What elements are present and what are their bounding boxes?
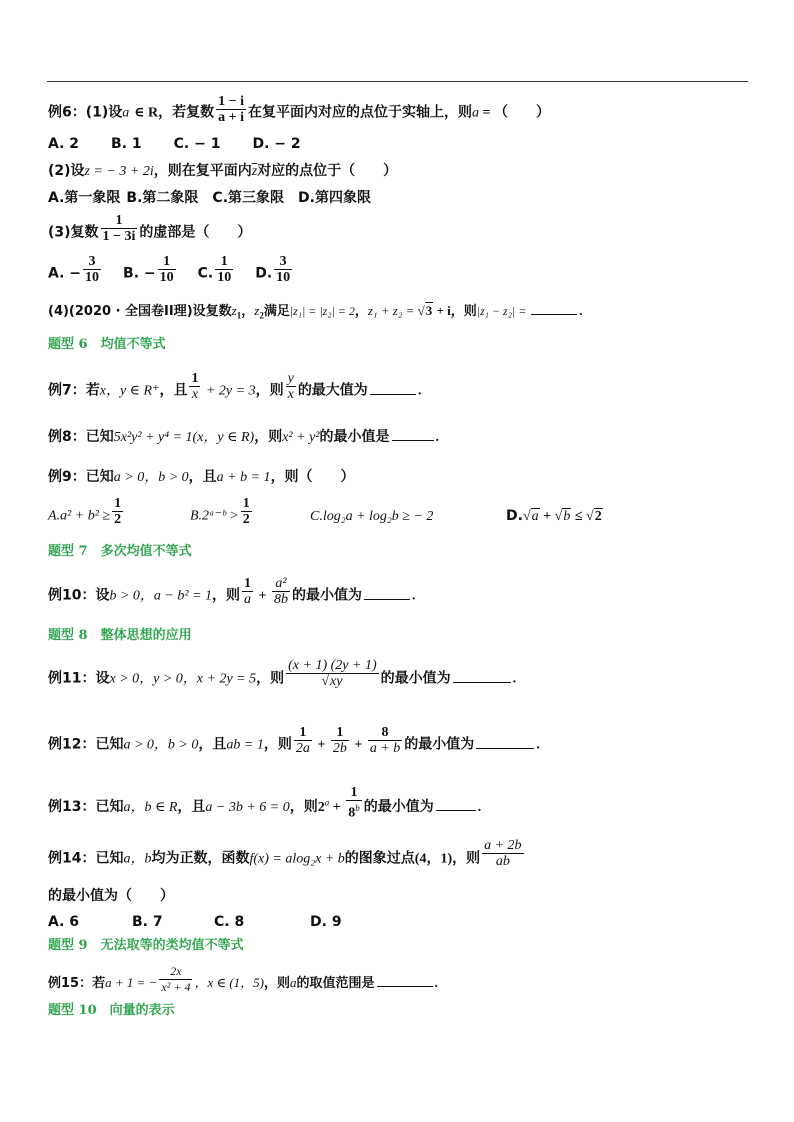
section-heading-7: 题型 7 多次均值不等式 bbox=[48, 544, 192, 559]
option-c bbox=[197, 254, 236, 285]
ex9-end: ，则（ ） bbox=[270, 469, 355, 485]
option-label: C. bbox=[197, 265, 214, 282]
option-d: D. − 2 bbox=[252, 136, 301, 152]
frac-den: 10 bbox=[276, 270, 291, 285]
option-b: B. 7 bbox=[132, 914, 163, 930]
ex10-cond: b > 0，a − b² = 1 bbox=[109, 588, 213, 604]
ex7-frac-yx: $\frac{y}{x}$ bbox=[287, 371, 294, 402]
answer-blank bbox=[364, 599, 410, 600]
ex7: 例7：若x，y ∈ R⁺，且 $\frac{1}{x}$ + 2y = 3，则 $\frac{y}{x}$ 的最大值为 . bbox=[48, 371, 422, 402]
ex14-vars: a，b bbox=[123, 851, 152, 867]
ex7-cond: x，y ∈ R⁺ bbox=[99, 383, 160, 399]
frac-num: a + 2b bbox=[484, 838, 522, 853]
option-d: D.√a + √b ≤ √2 bbox=[506, 507, 602, 524]
ex7-and: ，且 bbox=[159, 382, 188, 399]
frac-num: 1 bbox=[158, 254, 176, 270]
ex6-p4-plus: + i bbox=[433, 303, 451, 318]
ex7-frac-1: $\frac{1}{x}$ bbox=[191, 371, 199, 402]
ex6-text: ，若复数 bbox=[158, 104, 215, 121]
ex6-part1-options bbox=[48, 135, 327, 153]
option-d-label: D. bbox=[506, 507, 523, 524]
ex6-part2: (2)设z = − 3 + 2i，则在复平面内$\overline{z}$对应的点位于（ ） bbox=[48, 163, 398, 179]
ex12-eq: ab = 1 bbox=[226, 737, 264, 753]
ex14-tail: ，则 bbox=[452, 850, 481, 867]
ex6-p4-tail: ，则 bbox=[450, 304, 477, 319]
ex11-intro: 例11：设 bbox=[48, 670, 110, 687]
ex14-mid2: 的图象过点 bbox=[344, 850, 415, 867]
ex8-end: 的最小值是 bbox=[319, 429, 390, 445]
ex6-part1: 例6：(1)设a ∈ R，若复数 $\frac{1 - i}{a + i}$ 在复平面内对应的点位于实轴上，则a = （ ） bbox=[48, 94, 550, 125]
ex12-and: ，且 bbox=[198, 736, 227, 753]
ex6-part3-options bbox=[48, 254, 320, 285]
ex8-intro: 例8：已知 bbox=[48, 429, 114, 445]
ex13: 例13：已知a，b ∈ R，且a − 3b + 6 = 0，则$2^a$ + $\frac{1}{8^b}$ 的最小值为 . bbox=[48, 785, 482, 821]
ex6-intro: 例6：(1)设 bbox=[48, 104, 123, 121]
ex6-part2-options bbox=[48, 189, 371, 207]
ex6-part3 bbox=[48, 213, 252, 244]
ex13-eq: a − 3b + 6 = 0 bbox=[205, 799, 290, 815]
ex13-intro: 例13：已知 bbox=[48, 798, 124, 815]
ex10-tail: ，则 bbox=[212, 587, 241, 604]
frac-num: 3 bbox=[274, 254, 292, 270]
ex6-p4-ask: |z₁ − z₂| = bbox=[476, 304, 530, 318]
answer-blank bbox=[476, 748, 534, 749]
ex14 bbox=[48, 838, 526, 869]
option-b-text: B.2ᵃ⁻ᵇ > bbox=[190, 508, 239, 524]
ex10: 例10：设b > 0，a − b² = 1，则 $\frac{1}{a}$ + $\frac{\text{a²}}{8b}$ 的最小值为 . bbox=[48, 576, 416, 607]
answer-blank bbox=[453, 682, 511, 683]
ex6-p2-end: 对应的点位于（ ） bbox=[257, 163, 398, 179]
ex6-p2-intro: (2)设 bbox=[48, 163, 85, 179]
ex6-p4-sum: z₁ + z₂ = bbox=[367, 303, 418, 318]
ex12-frac-3: $\frac{8}{a + b}$ bbox=[369, 725, 401, 756]
ex8-eq: 5x²y² + y⁴ = 1(x，y ∈ R) bbox=[113, 430, 255, 445]
frac-den: a + i bbox=[218, 110, 245, 125]
ex9-cond: a > 0，b > 0 bbox=[113, 470, 189, 485]
ex14-point: (4，1) bbox=[414, 851, 453, 867]
ex15: 例15：若a + 1 = − $\frac{2x}{\text{x² + 4}}$ ，x ∈ (1，5)，则a的取值范围是 . bbox=[48, 964, 438, 994]
ex11-tail: ，则 bbox=[256, 670, 285, 687]
ex11-end: 的最小值为 bbox=[380, 670, 451, 687]
ex13-and: ，且 bbox=[177, 798, 206, 815]
option-d: D. 9 bbox=[310, 914, 342, 930]
option-c: C.第三象限 bbox=[212, 190, 285, 206]
option-label: B. − bbox=[123, 265, 156, 282]
ex9-and: ，且 bbox=[188, 469, 217, 485]
frac-den: 10 bbox=[217, 270, 232, 285]
ex6-p2-eq: z = − 3 + 2i bbox=[84, 164, 154, 179]
ex12-tail: ，则 bbox=[263, 736, 292, 753]
ex6-p3-intro: (3)复数 bbox=[48, 224, 99, 241]
ex7-tail: 的最大值为 bbox=[297, 382, 368, 399]
frac-num: 1 − i bbox=[218, 94, 245, 109]
ex12-intro: 例12：已知 bbox=[48, 736, 124, 753]
section-heading-10: 题型 10 向量的表示 bbox=[48, 1003, 175, 1018]
header-rule bbox=[47, 81, 748, 82]
ex7-ask: ，则 bbox=[255, 382, 284, 399]
ex15-fraction bbox=[159, 964, 192, 995]
answer-blank bbox=[370, 394, 416, 395]
ex6-p4-intro: (4)(2020 · 全国卷II理)设复数 bbox=[48, 304, 232, 319]
ex15-cond: ，x ∈ (1，5) bbox=[194, 975, 265, 990]
ex14-options bbox=[48, 913, 342, 931]
answer-blank bbox=[531, 314, 577, 315]
option-a bbox=[48, 254, 103, 285]
option-a: A. 6 bbox=[48, 914, 80, 930]
ex6-p2-tail: ，则在复平面内 bbox=[153, 163, 252, 179]
ex14-func: f(x) = alog₂x + b bbox=[249, 851, 345, 867]
ex6-fraction bbox=[216, 94, 246, 125]
ex8-tail: ，则 bbox=[254, 429, 283, 445]
ex8: 例8：已知5x²y² + y⁴ = 1(x，y ∈ R)，则x² + y²的最小值是 . bbox=[48, 429, 439, 445]
option-label: D. bbox=[255, 265, 273, 282]
option-label: A. − bbox=[48, 265, 82, 282]
ex9-intro: 例9：已知 bbox=[48, 469, 114, 485]
ex6-p3-tail: 的虚部是（ ） bbox=[139, 224, 252, 241]
section-heading-9: 题型 9 无法取等的类均值不等式 bbox=[48, 938, 244, 953]
ex14-line2: 的最小值为（ ） bbox=[48, 888, 174, 904]
ex12-frac-1: $\frac{1}{2a}$ bbox=[295, 725, 310, 756]
frac-num: 2x bbox=[159, 964, 192, 980]
frac-den: ab bbox=[495, 854, 510, 869]
option-a: A.第一象限 bbox=[48, 190, 121, 206]
frac-num: 1 bbox=[101, 213, 138, 229]
option-d bbox=[255, 254, 294, 285]
ex6-tail: 在复平面内对应的点位于实轴上，则 bbox=[248, 104, 473, 121]
answer-blank bbox=[377, 986, 433, 987]
ex14-intro: 例14：已知 bbox=[48, 850, 124, 867]
ex14-fraction bbox=[482, 838, 523, 869]
ex10-end: 的最小值为 bbox=[292, 587, 363, 604]
ex12-frac-2: $\frac{1}{2b}$ bbox=[332, 725, 347, 756]
ex7-intro: 例7：若 bbox=[48, 382, 100, 399]
ex15-tail: ，则 bbox=[264, 976, 291, 991]
option-c: C.log₂a + log₂b ≥ − 2 bbox=[310, 508, 434, 524]
ex12-cond: a > 0，b > 0 bbox=[123, 737, 199, 753]
ex12-end: 的最小值为 bbox=[404, 736, 475, 753]
option-c: C. 8 bbox=[214, 914, 245, 930]
frac-num: 3 bbox=[83, 254, 101, 270]
frac-den: 10 bbox=[159, 270, 174, 285]
frac-num: 1 bbox=[215, 254, 233, 270]
ex6-p4-cond: |z₁| = |z₂| = 2 bbox=[289, 304, 355, 318]
ex8-expr: x² + y² bbox=[282, 430, 320, 445]
ex13-frac: $\frac{1}{8^b}$ bbox=[348, 785, 360, 821]
frac-den: 10 bbox=[85, 270, 100, 285]
ex10-frac-1: $\frac{1}{a}$ bbox=[244, 576, 252, 607]
ex6-end: （ ） bbox=[494, 104, 550, 121]
answer-blank bbox=[436, 810, 476, 811]
option-a: A.a² + b² ≥ $\frac{1}{2}$ bbox=[48, 496, 122, 527]
ex15-end: 的取值范围是 bbox=[296, 976, 375, 991]
sqrt-value: 3 bbox=[425, 303, 433, 318]
option-b: B.第二象限 bbox=[126, 190, 199, 206]
option-b: B.2ᵃ⁻ᵇ > $\frac{1}{2}$ bbox=[190, 496, 250, 527]
option-b bbox=[123, 254, 178, 285]
ex14-mid: 均为正数，函数 bbox=[151, 850, 250, 867]
ex11-cond: x > 0，y > 0，x + 2y = 5 bbox=[109, 671, 257, 687]
option-a-text: A.a² + b² ≥ bbox=[48, 508, 111, 524]
option-a: A. 2 bbox=[48, 136, 80, 152]
ex13-tail: ，则 bbox=[289, 798, 318, 815]
ex10-frac-2: $\frac{\text{a²}}{8b}$ bbox=[274, 576, 289, 607]
section-heading-8: 题型 8 整体思想的应用 bbox=[48, 628, 192, 643]
ex6-part4: (4)(2020 · 全国卷II理)设复数$z_1$，$z_2$满足|z₁| = |z₂| = 2，z₁ + z₂ = √3 + i，则|z₁ − z₂| = . bbox=[48, 303, 583, 321]
ex11: 例11：设x > 0，y > 0，x + 2y = 5，则 $\frac{(x + 1) (2y + 1)}{√xy}$ 的最小值为 . bbox=[48, 658, 517, 689]
section-heading-6: 题型 6 均值不等式 bbox=[48, 337, 166, 352]
ex15-intro: 例15：若 bbox=[48, 976, 106, 991]
ex15-eq: a + 1 = − bbox=[105, 975, 158, 990]
ex13-end: 的最小值为 bbox=[363, 798, 434, 815]
option-c: C. − 1 bbox=[173, 136, 221, 152]
ex9 bbox=[48, 468, 355, 487]
ex12: 例12：已知a > 0，b > 0，且ab = 1，则 $\frac{1}{2a}$ + $\frac{1}{2b}$ + $\frac{8}{a + b}$ 的最小值为 . bbox=[48, 725, 540, 756]
ex13-cond: a，b ∈ R bbox=[123, 799, 178, 815]
ex6-p4-mid: 满足 bbox=[263, 304, 290, 319]
frac-num: (x + 1) (2y + 1) bbox=[288, 658, 377, 673]
frac-den: 1 − 3i bbox=[102, 229, 136, 244]
ex7-eq: + 2y = 3 bbox=[202, 383, 256, 399]
ex6-p3-fraction bbox=[101, 213, 138, 244]
option-b: B. 1 bbox=[111, 136, 142, 152]
option-d: D.第四象限 bbox=[298, 190, 371, 206]
ex9-options bbox=[48, 496, 603, 527]
ex10-intro: 例10：设 bbox=[48, 587, 110, 604]
ex11-fraction: $\frac{(x + 1) (2y + 1)}{√xy}$ bbox=[288, 658, 377, 689]
answer-blank bbox=[392, 440, 434, 441]
ex9-eq: a + b = 1 bbox=[216, 470, 271, 485]
frac-den: x² + 4 bbox=[161, 980, 191, 994]
